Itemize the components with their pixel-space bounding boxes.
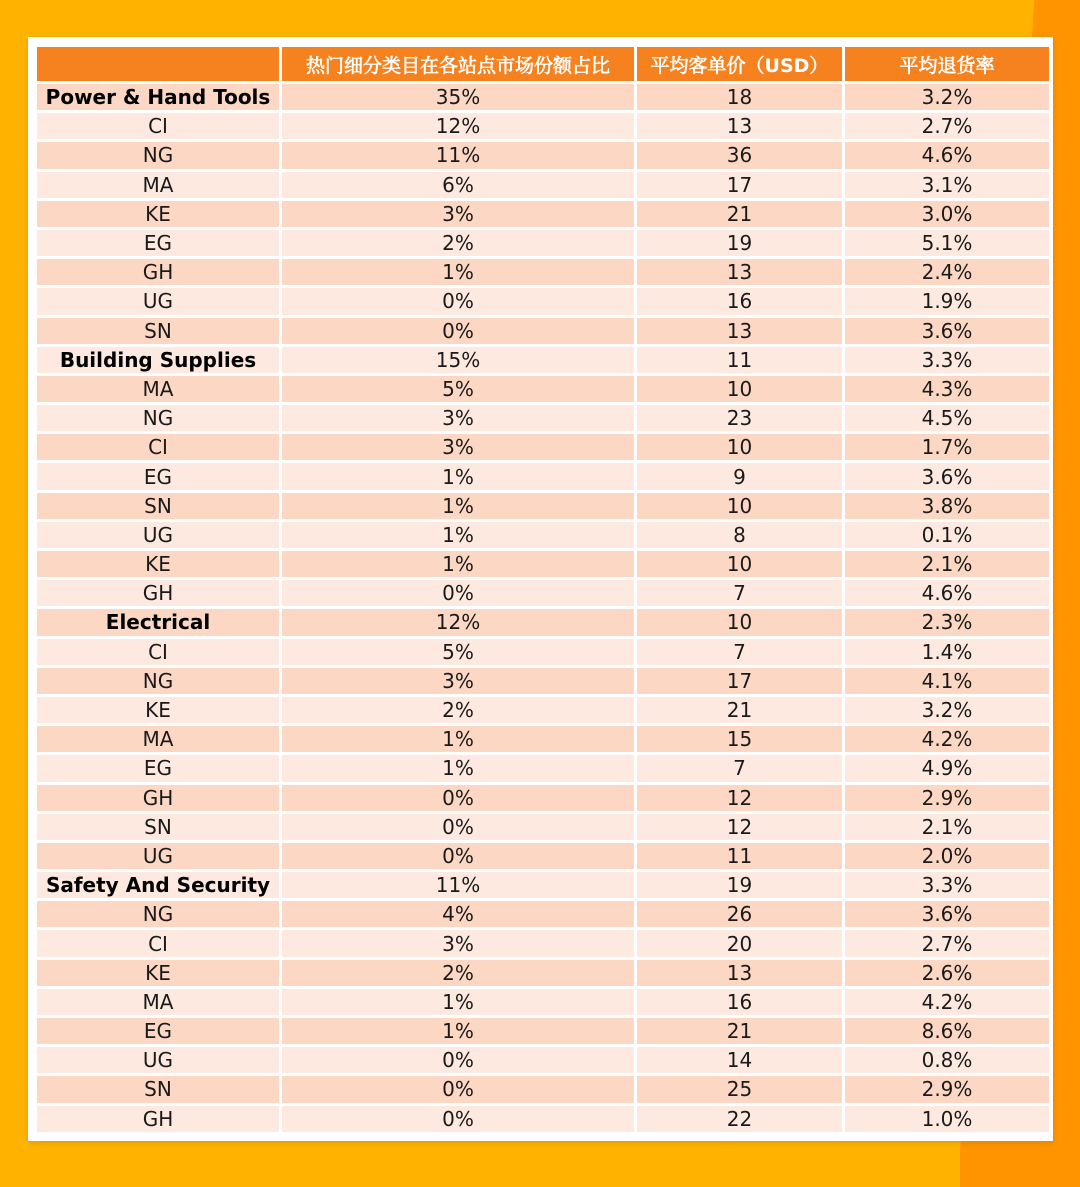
table-row bbox=[37, 259, 1049, 285]
row-market-share-cell: 3% bbox=[282, 201, 634, 227]
row-name-cell: MA bbox=[37, 726, 279, 752]
row-name-cell: UG bbox=[37, 522, 279, 548]
row-return-rate-cell: 3.8% bbox=[845, 493, 1049, 519]
row-avg-price-cell: 21 bbox=[637, 201, 842, 227]
row-market-share-cell: 0% bbox=[282, 785, 634, 811]
row-return-rate-cell: 0.8% bbox=[845, 1047, 1049, 1073]
row-avg-price-cell: 7 bbox=[637, 755, 842, 781]
row-return-rate-cell: 5.1% bbox=[845, 230, 1049, 256]
row-name-cell: EG bbox=[37, 463, 279, 489]
row-name-cell: CI bbox=[37, 113, 279, 139]
row-name-cell: KE bbox=[37, 697, 279, 723]
row-avg-price-cell: 25 bbox=[637, 1076, 842, 1102]
row-return-rate-cell: 2.7% bbox=[845, 930, 1049, 956]
table-row bbox=[37, 785, 1049, 811]
row-name-cell: GH bbox=[37, 1106, 279, 1132]
row-name-cell: KE bbox=[37, 201, 279, 227]
row-avg-price-cell: 11 bbox=[637, 843, 842, 869]
row-return-rate-cell: 3.6% bbox=[845, 463, 1049, 489]
row-return-rate-cell: 4.1% bbox=[845, 668, 1049, 694]
row-market-share-cell: 1% bbox=[282, 989, 634, 1015]
row-return-rate-cell: 2.0% bbox=[845, 843, 1049, 869]
row-return-rate-cell: 0.1% bbox=[845, 522, 1049, 548]
row-market-share-cell: 3% bbox=[282, 930, 634, 956]
row-return-rate-cell: 2.7% bbox=[845, 113, 1049, 139]
row-avg-price-cell: 23 bbox=[637, 405, 842, 431]
row-market-share-cell: 5% bbox=[282, 376, 634, 402]
row-return-rate-cell: 3.3% bbox=[845, 347, 1049, 373]
row-return-rate-cell: 3.6% bbox=[845, 901, 1049, 927]
category-row bbox=[37, 872, 1049, 898]
table-row bbox=[37, 726, 1049, 752]
row-name-cell: NG bbox=[37, 668, 279, 694]
row-name-cell: Power & Hand Tools bbox=[37, 84, 279, 110]
row-return-rate-cell: 3.6% bbox=[845, 318, 1049, 344]
row-market-share-cell: 0% bbox=[282, 1106, 634, 1132]
row-market-share-cell: 11% bbox=[282, 142, 634, 168]
row-market-share-cell: 0% bbox=[282, 318, 634, 344]
row-market-share-cell: 3% bbox=[282, 434, 634, 460]
row-avg-price-cell: 13 bbox=[637, 259, 842, 285]
row-market-share-cell: 3% bbox=[282, 668, 634, 694]
row-return-rate-cell: 3.1% bbox=[845, 172, 1049, 198]
row-name-cell: UG bbox=[37, 288, 279, 314]
category-row bbox=[37, 84, 1049, 110]
row-market-share-cell: 0% bbox=[282, 814, 634, 840]
row-market-share-cell: 12% bbox=[282, 609, 634, 635]
row-return-rate-cell: 4.9% bbox=[845, 755, 1049, 781]
row-avg-price-cell: 10 bbox=[637, 434, 842, 460]
header-market-share: 热门细分类目在各站点市场份额占比 bbox=[282, 47, 634, 81]
table-row bbox=[37, 697, 1049, 723]
row-market-share-cell: 1% bbox=[282, 259, 634, 285]
row-avg-price-cell: 7 bbox=[637, 639, 842, 665]
row-market-share-cell: 1% bbox=[282, 551, 634, 577]
row-avg-price-cell: 12 bbox=[637, 785, 842, 811]
row-avg-price-cell: 9 bbox=[637, 463, 842, 489]
row-name-cell: MA bbox=[37, 376, 279, 402]
row-avg-price-cell: 10 bbox=[637, 376, 842, 402]
category-row bbox=[37, 347, 1049, 373]
table-header-row bbox=[37, 47, 1049, 81]
row-return-rate-cell: 1.0% bbox=[845, 1106, 1049, 1132]
row-avg-price-cell: 13 bbox=[637, 960, 842, 986]
row-avg-price-cell: 10 bbox=[637, 609, 842, 635]
table-row bbox=[37, 551, 1049, 577]
table-row bbox=[37, 668, 1049, 694]
row-name-cell: EG bbox=[37, 1018, 279, 1044]
table-row bbox=[37, 463, 1049, 489]
table-row bbox=[37, 989, 1049, 1015]
row-name-cell: SN bbox=[37, 814, 279, 840]
row-market-share-cell: 0% bbox=[282, 580, 634, 606]
row-name-cell: MA bbox=[37, 172, 279, 198]
table-row bbox=[37, 1076, 1049, 1102]
row-market-share-cell: 12% bbox=[282, 113, 634, 139]
row-name-cell: SN bbox=[37, 1076, 279, 1102]
row-avg-price-cell: 13 bbox=[637, 113, 842, 139]
row-return-rate-cell: 3.3% bbox=[845, 872, 1049, 898]
table-body bbox=[37, 84, 1049, 1132]
row-avg-price-cell: 10 bbox=[637, 493, 842, 519]
table-row bbox=[37, 1106, 1049, 1132]
table-row bbox=[37, 755, 1049, 781]
row-avg-price-cell: 11 bbox=[637, 347, 842, 373]
row-name-cell: Electrical bbox=[37, 609, 279, 635]
row-name-cell: KE bbox=[37, 551, 279, 577]
row-return-rate-cell: 2.1% bbox=[845, 551, 1049, 577]
row-market-share-cell: 2% bbox=[282, 697, 634, 723]
table-panel bbox=[28, 37, 1053, 1141]
row-return-rate-cell: 4.5% bbox=[845, 405, 1049, 431]
row-name-cell: KE bbox=[37, 960, 279, 986]
row-market-share-cell: 1% bbox=[282, 522, 634, 548]
row-return-rate-cell: 3.2% bbox=[845, 84, 1049, 110]
row-avg-price-cell: 19 bbox=[637, 872, 842, 898]
row-return-rate-cell: 3.0% bbox=[845, 201, 1049, 227]
row-name-cell: CI bbox=[37, 434, 279, 460]
table-row bbox=[37, 843, 1049, 869]
row-return-rate-cell: 1.4% bbox=[845, 639, 1049, 665]
row-avg-price-cell: 22 bbox=[637, 1106, 842, 1132]
row-return-rate-cell: 8.6% bbox=[845, 1018, 1049, 1044]
row-return-rate-cell: 4.2% bbox=[845, 989, 1049, 1015]
table-row bbox=[37, 1047, 1049, 1073]
row-name-cell: UG bbox=[37, 1047, 279, 1073]
row-avg-price-cell: 12 bbox=[637, 814, 842, 840]
row-market-share-cell: 3% bbox=[282, 405, 634, 431]
row-name-cell: NG bbox=[37, 901, 279, 927]
row-market-share-cell: 4% bbox=[282, 901, 634, 927]
row-name-cell: EG bbox=[37, 755, 279, 781]
row-name-cell: SN bbox=[37, 318, 279, 344]
row-market-share-cell: 0% bbox=[282, 843, 634, 869]
table-row bbox=[37, 493, 1049, 519]
table-row bbox=[37, 639, 1049, 665]
market-share-table bbox=[34, 44, 1052, 1135]
row-avg-price-cell: 13 bbox=[637, 318, 842, 344]
row-market-share-cell: 0% bbox=[282, 1047, 634, 1073]
row-market-share-cell: 2% bbox=[282, 230, 634, 256]
row-market-share-cell: 6% bbox=[282, 172, 634, 198]
header-avg-order-value: 平均客单价（USD） bbox=[637, 47, 842, 81]
row-name-cell: GH bbox=[37, 259, 279, 285]
row-market-share-cell: 0% bbox=[282, 288, 634, 314]
row-name-cell: EG bbox=[37, 230, 279, 256]
header-segment bbox=[37, 47, 279, 81]
table-row bbox=[37, 142, 1049, 168]
row-name-cell: CI bbox=[37, 930, 279, 956]
row-market-share-cell: 5% bbox=[282, 639, 634, 665]
row-market-share-cell: 35% bbox=[282, 84, 634, 110]
row-avg-price-cell: 20 bbox=[637, 930, 842, 956]
row-return-rate-cell: 2.1% bbox=[845, 814, 1049, 840]
row-market-share-cell: 1% bbox=[282, 755, 634, 781]
row-name-cell: Safety And Security bbox=[37, 872, 279, 898]
row-name-cell: NG bbox=[37, 405, 279, 431]
row-market-share-cell: 1% bbox=[282, 1018, 634, 1044]
row-avg-price-cell: 15 bbox=[637, 726, 842, 752]
row-name-cell: NG bbox=[37, 142, 279, 168]
table-row bbox=[37, 814, 1049, 840]
row-avg-price-cell: 16 bbox=[637, 288, 842, 314]
row-avg-price-cell: 17 bbox=[637, 668, 842, 694]
row-return-rate-cell: 2.4% bbox=[845, 259, 1049, 285]
table-row bbox=[37, 901, 1049, 927]
row-market-share-cell: 15% bbox=[282, 347, 634, 373]
row-return-rate-cell: 2.6% bbox=[845, 960, 1049, 986]
table-row bbox=[37, 318, 1049, 344]
row-avg-price-cell: 21 bbox=[637, 697, 842, 723]
table-row bbox=[37, 930, 1049, 956]
row-return-rate-cell: 3.2% bbox=[845, 697, 1049, 723]
row-return-rate-cell: 4.6% bbox=[845, 580, 1049, 606]
row-name-cell: GH bbox=[37, 580, 279, 606]
row-avg-price-cell: 14 bbox=[637, 1047, 842, 1073]
row-return-rate-cell: 2.9% bbox=[845, 1076, 1049, 1102]
table-row bbox=[37, 405, 1049, 431]
table-row bbox=[37, 960, 1049, 986]
row-return-rate-cell: 2.3% bbox=[845, 609, 1049, 635]
row-avg-price-cell: 21 bbox=[637, 1018, 842, 1044]
row-avg-price-cell: 36 bbox=[637, 142, 842, 168]
row-market-share-cell: 11% bbox=[282, 872, 634, 898]
row-market-share-cell: 1% bbox=[282, 726, 634, 752]
row-avg-price-cell: 26 bbox=[637, 901, 842, 927]
row-name-cell: MA bbox=[37, 989, 279, 1015]
row-avg-price-cell: 16 bbox=[637, 989, 842, 1015]
table-row bbox=[37, 376, 1049, 402]
row-name-cell: UG bbox=[37, 843, 279, 869]
row-name-cell: SN bbox=[37, 493, 279, 519]
table-row bbox=[37, 522, 1049, 548]
table-row bbox=[37, 434, 1049, 460]
row-market-share-cell: 0% bbox=[282, 1076, 634, 1102]
row-return-rate-cell: 1.7% bbox=[845, 434, 1049, 460]
table-row bbox=[37, 580, 1049, 606]
row-return-rate-cell: 2.9% bbox=[845, 785, 1049, 811]
table-row bbox=[37, 172, 1049, 198]
category-row bbox=[37, 609, 1049, 635]
row-return-rate-cell: 4.6% bbox=[845, 142, 1049, 168]
table-row bbox=[37, 201, 1049, 227]
row-market-share-cell: 1% bbox=[282, 493, 634, 519]
row-market-share-cell: 1% bbox=[282, 463, 634, 489]
row-avg-price-cell: 8 bbox=[637, 522, 842, 548]
row-avg-price-cell: 19 bbox=[637, 230, 842, 256]
row-name-cell: GH bbox=[37, 785, 279, 811]
row-avg-price-cell: 10 bbox=[637, 551, 842, 577]
row-name-cell: Building Supplies bbox=[37, 347, 279, 373]
row-market-share-cell: 2% bbox=[282, 960, 634, 986]
row-return-rate-cell: 4.3% bbox=[845, 376, 1049, 402]
row-avg-price-cell: 7 bbox=[637, 580, 842, 606]
row-return-rate-cell: 1.9% bbox=[845, 288, 1049, 314]
table-row bbox=[37, 113, 1049, 139]
table-row bbox=[37, 230, 1049, 256]
row-avg-price-cell: 17 bbox=[637, 172, 842, 198]
table-row bbox=[37, 1018, 1049, 1044]
row-return-rate-cell: 4.2% bbox=[845, 726, 1049, 752]
row-name-cell: CI bbox=[37, 639, 279, 665]
header-avg-return-rate: 平均退货率 bbox=[845, 47, 1049, 81]
row-avg-price-cell: 18 bbox=[637, 84, 842, 110]
table-row bbox=[37, 288, 1049, 314]
